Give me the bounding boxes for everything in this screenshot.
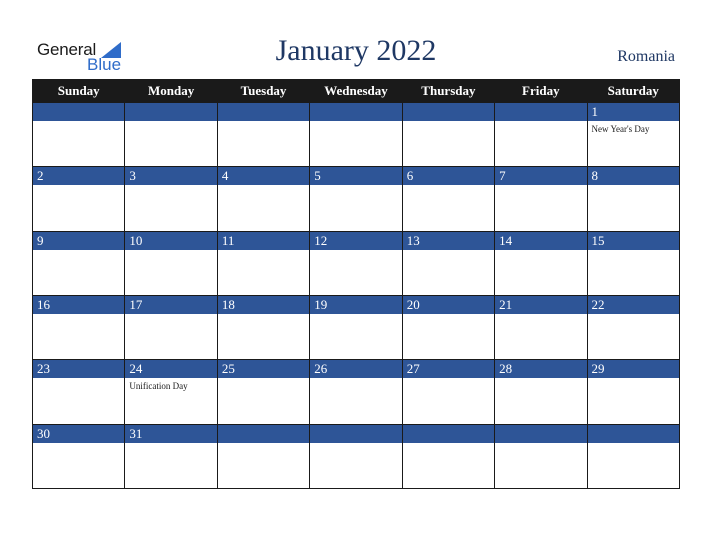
week-row <box>33 360 680 424</box>
day-cell <box>587 167 679 231</box>
holiday-label <box>218 443 309 446</box>
day-cell <box>310 424 402 488</box>
holiday-label <box>310 443 401 446</box>
holiday-label <box>218 378 309 381</box>
logo-text-blue: Blue <box>87 55 122 74</box>
holiday-label <box>403 378 494 381</box>
day-cell <box>310 167 402 231</box>
holiday-label <box>588 250 679 253</box>
day-cell <box>217 295 309 359</box>
day-cell <box>402 167 494 231</box>
weekday-header: Friday <box>495 80 587 103</box>
day-cell <box>33 360 125 424</box>
day-cell <box>495 424 587 488</box>
day-number: 21 <box>495 296 586 314</box>
day-number: 11 <box>218 232 309 250</box>
holiday-label <box>310 121 401 124</box>
day-cell <box>587 360 679 424</box>
holiday-label <box>125 185 216 188</box>
day-cell <box>587 424 679 488</box>
holiday-label <box>310 314 401 317</box>
week-row <box>33 295 680 359</box>
day-cell <box>587 295 679 359</box>
day-number: 24 <box>125 360 216 378</box>
day-number <box>33 103 124 121</box>
holiday-label <box>588 185 679 188</box>
calendar-title: January 2022 <box>275 34 437 67</box>
day-cell <box>402 231 494 295</box>
day-number: 30 <box>33 425 124 443</box>
day-number <box>495 103 586 121</box>
day-number: 31 <box>125 425 216 443</box>
day-cell <box>310 360 402 424</box>
day-cell <box>33 424 125 488</box>
day-cell <box>125 231 217 295</box>
weekday-header: Thursday <box>402 80 494 103</box>
day-cell <box>587 231 679 295</box>
weekday-header-row <box>33 80 680 103</box>
day-number: 9 <box>33 232 124 250</box>
day-number: 4 <box>218 167 309 185</box>
day-cell <box>310 231 402 295</box>
day-number: 2 <box>33 167 124 185</box>
day-cell <box>217 167 309 231</box>
weekday-header: Wednesday <box>310 80 402 103</box>
day-number <box>403 103 494 121</box>
day-cell <box>217 103 309 167</box>
holiday-label <box>403 443 494 446</box>
holiday-label <box>310 250 401 253</box>
day-cell <box>217 231 309 295</box>
country-label: Romania <box>617 48 675 65</box>
day-number <box>310 425 401 443</box>
week-row <box>33 231 680 295</box>
week-row <box>33 424 680 488</box>
day-cell <box>402 103 494 167</box>
day-number: 19 <box>310 296 401 314</box>
month-calendar-grid <box>32 79 680 489</box>
holiday-label <box>310 378 401 381</box>
day-cell <box>310 103 402 167</box>
day-cell <box>495 231 587 295</box>
holiday-label <box>125 250 216 253</box>
holiday-label <box>218 185 309 188</box>
holiday-label: New Year's Day <box>591 124 650 134</box>
day-cell <box>33 167 125 231</box>
day-number <box>588 425 679 443</box>
day-number: 29 <box>588 360 679 378</box>
holiday-label <box>588 443 679 446</box>
holiday-label <box>125 443 216 446</box>
day-number <box>218 425 309 443</box>
day-cell <box>402 360 494 424</box>
day-cell <box>310 295 402 359</box>
day-cell <box>125 360 217 424</box>
holiday-label <box>495 185 586 188</box>
holiday-label <box>403 314 494 317</box>
day-number: 15 <box>588 232 679 250</box>
day-cell <box>495 295 587 359</box>
day-cell <box>587 103 679 167</box>
day-number: 27 <box>403 360 494 378</box>
day-number <box>125 103 216 121</box>
day-number: 17 <box>125 296 216 314</box>
day-number: 14 <box>495 232 586 250</box>
day-number: 20 <box>403 296 494 314</box>
day-number: 22 <box>588 296 679 314</box>
day-number: 12 <box>310 232 401 250</box>
day-number: 18 <box>218 296 309 314</box>
day-cell <box>495 103 587 167</box>
holiday-label <box>403 250 494 253</box>
day-cell <box>125 295 217 359</box>
holiday-label <box>33 121 124 124</box>
day-number <box>495 425 586 443</box>
day-number: 23 <box>33 360 124 378</box>
holiday-label <box>495 443 586 446</box>
day-number: 3 <box>125 167 216 185</box>
day-number: 8 <box>588 167 679 185</box>
holiday-label <box>33 443 124 446</box>
day-number: 16 <box>33 296 124 314</box>
holiday-label <box>218 121 309 124</box>
day-cell <box>33 295 125 359</box>
day-number: 13 <box>403 232 494 250</box>
holiday-label <box>495 121 586 124</box>
holiday-label <box>33 378 124 381</box>
day-number: 26 <box>310 360 401 378</box>
day-number: 7 <box>495 167 586 185</box>
day-number: 6 <box>403 167 494 185</box>
day-number: 10 <box>125 232 216 250</box>
week-row <box>33 167 680 231</box>
logo-text-general: General <box>37 40 97 59</box>
day-number <box>310 103 401 121</box>
week-row <box>33 103 680 167</box>
weekday-header: Monday <box>125 80 217 103</box>
weekday-header: Saturday <box>587 80 679 103</box>
day-number: 5 <box>310 167 401 185</box>
day-cell <box>402 424 494 488</box>
holiday-label <box>310 185 401 188</box>
holiday-label <box>403 121 494 124</box>
day-cell <box>33 231 125 295</box>
day-cell <box>33 103 125 167</box>
day-number: 1 <box>588 103 679 121</box>
holiday-label <box>33 185 124 188</box>
holiday-label <box>33 250 124 253</box>
weekday-header: Sunday <box>33 80 125 103</box>
holiday-label <box>218 250 309 253</box>
day-number <box>403 425 494 443</box>
day-number <box>218 103 309 121</box>
day-number: 25 <box>218 360 309 378</box>
holiday-label <box>495 314 586 317</box>
day-cell <box>495 167 587 231</box>
holiday-label <box>33 314 124 317</box>
holiday-label <box>495 250 586 253</box>
day-cell <box>125 167 217 231</box>
day-cell <box>125 424 217 488</box>
holiday-label <box>495 378 586 381</box>
holiday-label <box>125 314 216 317</box>
day-cell <box>217 360 309 424</box>
day-cell <box>217 424 309 488</box>
day-number: 28 <box>495 360 586 378</box>
holiday-label: Unification Day <box>129 381 188 392</box>
day-cell <box>495 360 587 424</box>
holiday-label <box>218 314 309 317</box>
weekday-header: Tuesday <box>217 80 309 103</box>
holiday-label <box>588 314 679 317</box>
day-cell <box>402 295 494 359</box>
holiday-label <box>125 121 216 124</box>
day-cell <box>125 103 217 167</box>
holiday-label <box>403 185 494 188</box>
holiday-label <box>588 378 679 381</box>
